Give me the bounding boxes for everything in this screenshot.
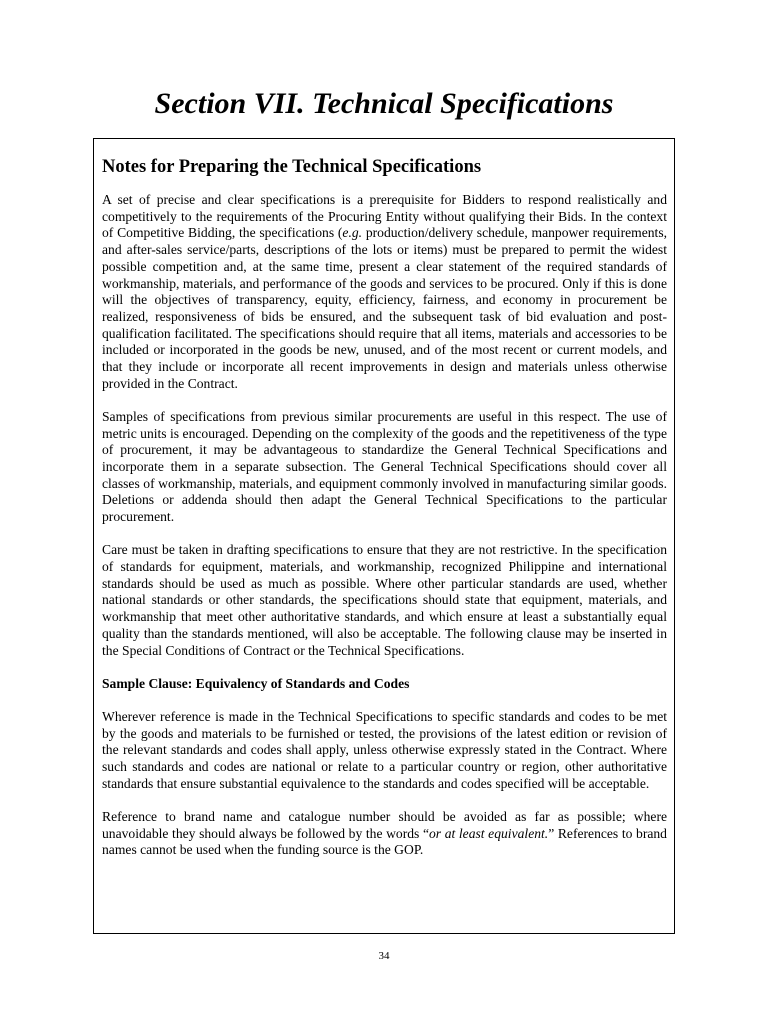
- notes-paragraph-3: Care must be taken in drafting specifications to ensure that they are not restrictive. In the specification of standards for equipment, materials, and workmanship, recognized Philippine and international standards should be used as much as possible. Where other particular standards are used, whether national standards or other standards, the specifications should state that equipment, materials, and workmanship that meet other authoritative standards, and which ensure at least a substantially equal quality than the standards mentioned, will also be acceptable. The following clause may be inserted in the Special Conditions of Contract or the Technical Specifications.: [102, 542, 667, 658]
- notes-box: [93, 138, 675, 934]
- page-number: 34: [378, 950, 390, 962]
- sample-clause-heading: Sample Clause: Equivalency of Standards and Codes: [102, 675, 410, 691]
- notes-paragraph-5: [102, 809, 667, 859]
- paragraph-5-text-a: Reference to brand name and catalogue number should be avoided as far as possible; where unavoidable they should always be followed by the words “: [102, 809, 667, 841]
- paragraph-1-text-b: production/delivery schedule, manpower requirements, and after-sales service/parts, descriptions of the lots or items) must be prepared to permit the widest possible competition and, at the same time, present a clear statement of the required standards of workmanship, materials, and performance of the goods and services to be procured. Only if this is done will the objectives of transparency, equity, efficiency, fairness, and economy in procurement be realized, responsiveness of bids be ensured, and the subsequent task of bid evaluation and post-qualification facilitated. The specifications should require that all items, materials and accessories to be included or incorporated in the goods be new, unused, and of the most recent or current models, and that they include or incorporate all recent improvements in design and materials unless otherwise provided in the Contract.: [102, 225, 668, 391]
- paragraph-1-text-a: A set of precise and clear specifications is a prerequisite for Bidders to respond realistically and competitively to the requirements of the Procuring Entity without qualifying their Bids. In the context of Competitive Bidding, the specifications (: [102, 192, 667, 241]
- notes-paragraph-4: Wherever reference is made in the Technical Specifications to specific standards and codes to be met by the goods and materials to be furnished or tested, the provisions of the latest edition or revision of the relevant standards and codes shall apply, unless otherwise expressly stated in the Contract. Where such standards and codes are national or relate to a particular country or region, other authoritative standards that ensure substantial equivalence to the standards and codes specified will be acceptable.: [102, 708, 667, 791]
- paragraph-5-text-b: ” References to brand names cannot be used when the funding source is the GOP.: [102, 825, 667, 858]
- notes-heading: Notes for Preparing the Technical Specifications: [102, 157, 482, 177]
- notes-paragraph-2: Samples of specifications from previous similar procurements are useful in this respect. The use of metric units is encouraged. Depending on the complexity of the goods and the repetitiveness of the type of procurement, it may be advantageous to standardize the General Technical Specifications and incorporate them in a separate subsection. The General Technical Specifications should cover all classes of workmanship, materials, and equipment commonly involved in manufacturing similar goods. Deletions or addenda should then adapt the General Technical Specifications to the particular procurement.: [102, 408, 667, 525]
- section-title: Section VII. Technical Specifications: [154, 87, 614, 120]
- notes-paragraph-1: [102, 192, 667, 392]
- equivalent-phrase: or at least equivalent.: [429, 825, 549, 841]
- eg-abbreviation: e.g.: [342, 225, 363, 241]
